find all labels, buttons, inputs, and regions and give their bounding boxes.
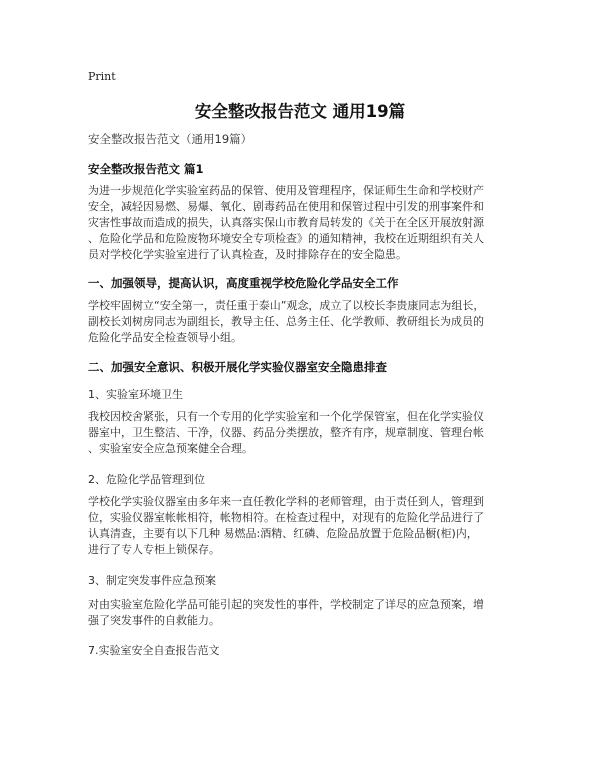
item3-heading: 3、制定突发事件应急预案: [88, 574, 216, 587]
item1-paragraph: 我校因校舍紧张，只有一个专用的化学实验室和一个化学保管室，但在化学实验仪 器室中，卫生整洁、干净，仪器、药品分类摆放，整齐有序，规章制度、管理台帐 、实验室安全应急预案健全合理。: [88, 410, 484, 455]
item2-paragraph: 学校化学实验仪器室由多年来一直任教化学科的老师管理，由于责任到人，管理到 位，实验仪器室帐帐相符，帐物相符。在检查过程中，对现有的危险化学品进行了 认真清查，主要有以下几种 易燃品:酒精、红磷、危险品放置于危险品橱(柜)内， 进行了专人专柜上锁保存。: [88, 495, 484, 556]
page-title: 安全整改报告范文 通用19篇: [194, 102, 406, 121]
print-link[interactable]: Print: [88, 70, 116, 83]
next-article-heading: 7.实验室安全自查报告范文: [88, 644, 220, 657]
item2-heading: 2、危险化学品管理到位: [88, 473, 205, 486]
item3-paragraph: 对由实验室危险化学品可能引起的突发性的事件，学校制定了详尽的应急预案，增 强了突发事件的自救能力。: [88, 598, 484, 627]
article-heading: 安全整改报告范文 篇1: [88, 162, 204, 176]
intro-paragraph: 为进一步规范化学实验室药品的保管、使用及管理程序，保证师生生命和学校财产 安全，减轻因易燃、易爆、氧化、剧毒药品在使用和保管过程中引发的刑事案件和 灾害性事故而造成的损失，认真落实保山市教育局转发的《关于在全区开展放射源 、危险化学品和危险废物环境安全专项检查》的通知精神，我校在近期组织有关人 员对学校化学实验室进行了认真检查，及时排除存在的安全隐患。: [88, 184, 484, 261]
section1-paragraph: 学校牢固树立“安全第一，责任重于泰山”观念，成立了以校长李贵康同志为组长， 副校长刘树房同志为副组长，教导主任、总务主任、化学教师、教研组长为成员的 危险化学品安全检查领导小组。: [88, 299, 485, 344]
section2-heading: 二、加强安全意识、积极开展化学实验仪器室安全隐患排查: [88, 360, 387, 374]
section1-heading: 一、加强领导，提高认识，高度重视学校危险化学品安全工作: [88, 276, 399, 290]
document-subtitle: 安全整改报告范文（通用19篇）: [88, 132, 253, 146]
item1-heading: 1、实验室环境卫生: [88, 388, 183, 401]
